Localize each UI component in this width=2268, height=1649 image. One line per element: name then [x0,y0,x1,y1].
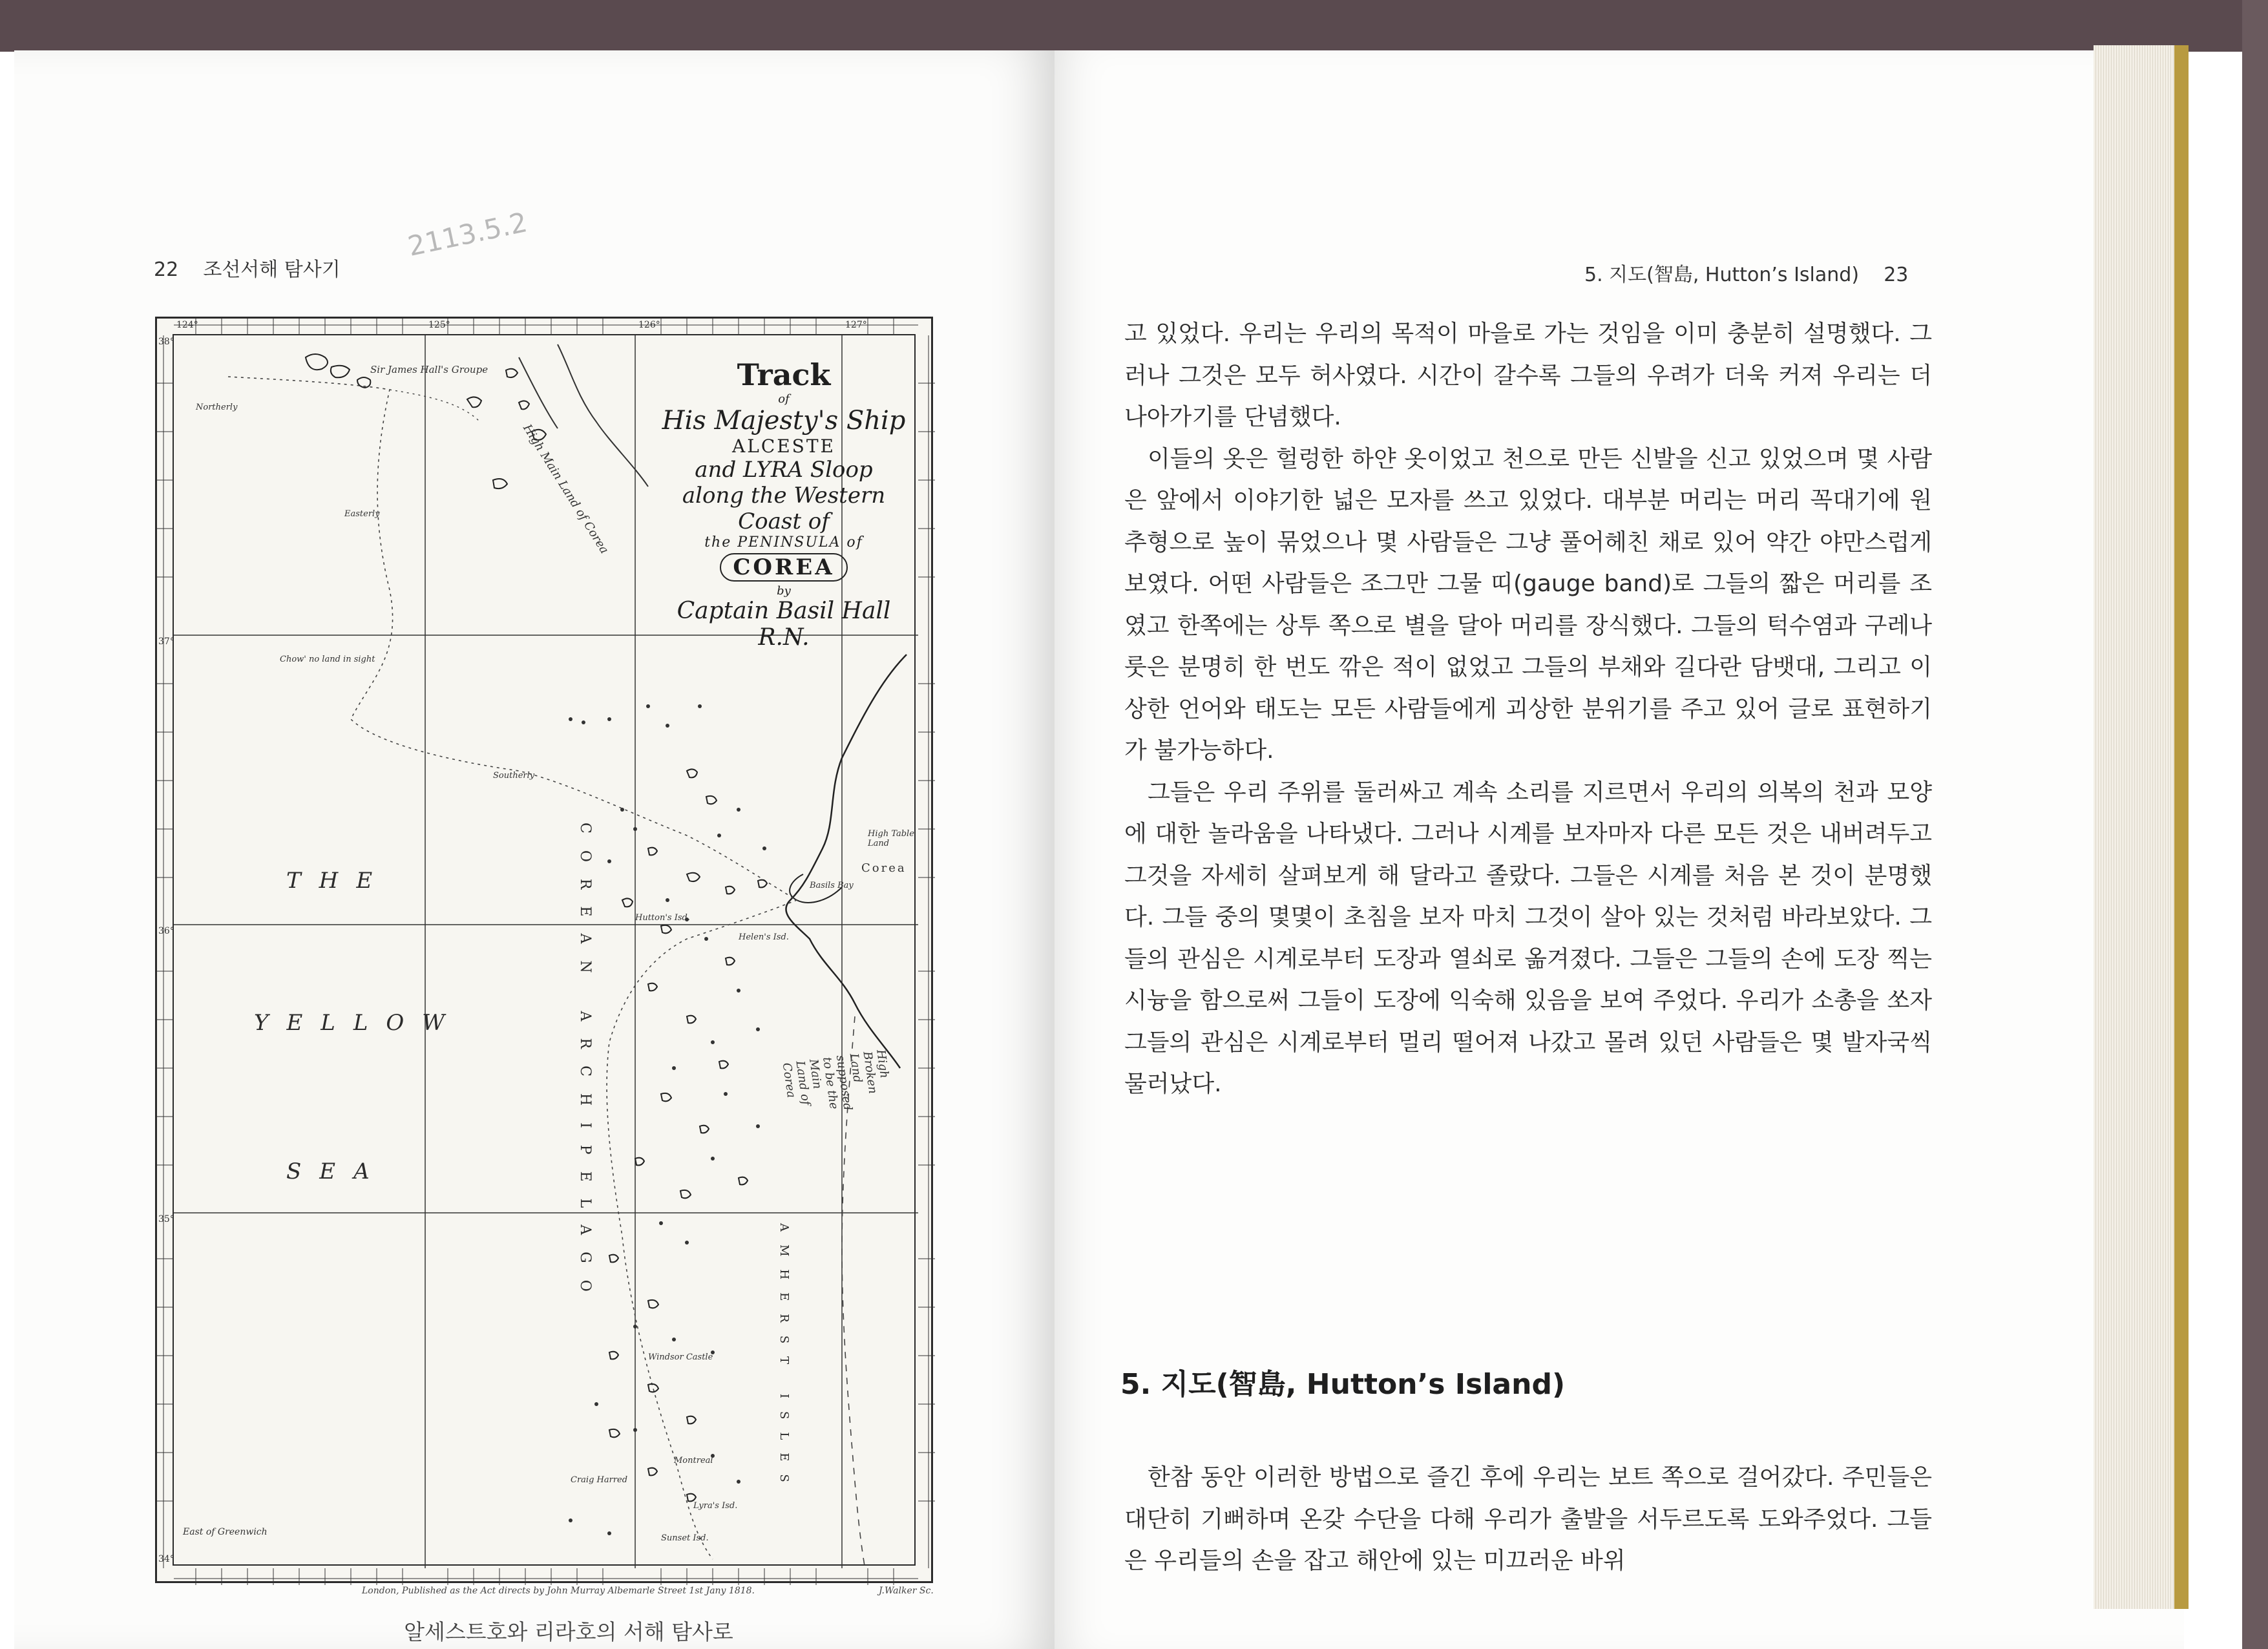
map-cartouche [648,357,919,651]
page-edges [2094,45,2184,1609]
longitude-label: 127° [845,320,867,330]
sea-label-sea: SEA [286,1159,388,1184]
place-label: Basils Bay [810,881,854,890]
cartouche-by: by [777,584,791,598]
body-text [1124,313,1932,1106]
longitude-label: 126° [638,320,660,330]
book-edge [2174,45,2189,1609]
right-page-number: 23 [1884,264,1909,286]
place-label: Montreal [674,1456,713,1465]
cartouche-lyra: and LYRA Sloop [695,457,873,483]
paragraph: 이들의 옷은 헐렁한 하얀 옷이었고 천으로 만든 신발을 신고 있었으며 몇 사람은 앞에서 이야기한 넓은 모자를 쓰고 있었다. 대부분 머리는 머리 꼭대기에 원추형으로 높이 묶었으나 몇 사람들은 그냥 풀어헤친 채로 있어 약간 야만스럽게 보였다. 어떤 사람들은 조그만 그물 띠(gauge band)로 그들의 짧은 머리를 조였고 한쪽에는 상투 쪽으로 별을 달아 머리를 장식했다. 그들의 턱수염과 구레나룻은 분명히 한 번도 깎은 적이 없었고 그들의 부채와 길다란 담뱃대, 그리고 이상한 언어와 태도는 모든 사람들에게 괴상한 분위기를 주고 있어 글로 표현하기가 불가능하다. [1124,445,1932,764]
latitude-label: 36° [158,926,174,936]
latitude-label: 34° [158,1554,174,1564]
section-heading: 5. 지도(智島, Hutton’s Island) [1120,1368,1566,1401]
cartouche-ship: His Majesty's Ship [662,406,906,436]
paragraph: 고 있었다. 우리는 우리의 목적이 마을로 가는 것임을 이미 충분히 설명했다. 그러나 그것은 모두 허사였다. 시간이 갈수록 그들의 우려가 더욱 커져 우리는 더 나아가기를 단념했다. [1124,320,1932,430]
place-label: Craig Harred [571,1475,628,1485]
place-label: Helen's Isd. [739,932,789,942]
place-label: Hutton's Isd. [635,913,690,923]
right-page-header [1584,258,1908,287]
cartouche-corea: COREA [720,553,847,582]
place-label: Southerly [493,771,535,781]
north-mainland-edge [519,344,648,487]
bottom-scale-label: East of Greenwich [183,1527,268,1537]
left-running-title: 조선서해 탐사기 [203,258,341,281]
mainland-note-bottom: High Broken Land supposed to be the Main Land of Corea [779,1049,892,1111]
place-label: High Table Land [868,829,914,848]
map-caption: 알세스트호와 리라호의 서해 탐사로 [404,1619,733,1644]
place-label: Chow' no land in sight [280,655,375,664]
historic-map [155,317,933,1583]
cartouche-alceste: ALCESTE [732,436,835,457]
cartouche-peninsula: the PENINSULA of [704,534,863,551]
background-top-edge [0,0,2268,52]
amherst-label: AMHERST ISLES [777,1223,791,1495]
place-label: Sir James Hall's Groupe [370,364,488,375]
left-page-number: 22 [154,258,179,281]
northern-track [390,390,480,422]
sea-label-the: THE [286,868,391,894]
section-body [1124,1457,1932,1582]
left-page-header [154,253,341,282]
place-label: Sunset Isd. [661,1533,709,1543]
place-label: Lyra's Isd. [693,1501,738,1511]
archipelago-label: COREAN ARCHIPELAGO [577,823,593,1308]
place-label: Easterly [344,509,380,519]
cartouche-coast: along the Western Coast of [682,483,886,534]
map-imprint: London, Published as the Act directs by John Murray Albemarle Street 1st Jany 1818. [362,1586,755,1596]
right-running-title: 5. 지도(智島, Hutton’s Island) [1584,264,1860,286]
cartouche-of: of [778,392,790,406]
place-label: Northerly [196,403,238,412]
latitude-label: 38° [158,337,174,347]
pencil-annotation: 2113.5.2 [404,206,530,262]
latitude-label: 35° [158,1214,174,1224]
cartouche-author: Captain Basil Hall R.N. [677,598,891,651]
longitude-label: 124° [176,320,198,330]
paragraph: 그들은 우리 주위를 둘러싸고 계속 소리를 지르면서 우리의 의복의 천과 모양에 대한 놀라움을 나타냈다. 그러나 시계를 보자마자 다른 모든 것은 내버려두고 그것을 자세히 살펴보게 해 달라고 졸랐다. 그들은 시계를 처음 본 것이 분명했다. 그들 중의 몇몇이 초침을 보자 마치 그것이 살아 있는 것처럼 바라보았다. 그들의 관심은 시계로부터 도장과 열쇠로 옮겨졌다. 그들은 그들의 손에 도장 찍는 시늉을 함으로써 그들이 도장에 익숙해 있음을 보여 주었다. 우리가 소총을 쏘자 그들의 관심은 시계로부터 멀리 떨어져 나갔고 몰려 있던 사람들은 몇 발자국씩 물러났다. [1124,779,1932,1097]
place-label: Windsor Castle [648,1352,713,1362]
islet-dots [569,704,766,1535]
mainland-note-top: High Main Land of Corea [520,422,611,556]
longitude-label: 125° [428,320,450,330]
cartouche-track: Track [737,357,831,392]
latitude-label: 37° [158,636,174,647]
sea-label-yellow: YELLOW [254,1010,463,1036]
map-engraver: J.Walker Sc. [879,1586,934,1596]
paragraph: 한참 동안 이러한 방법으로 즐긴 후에 우리는 보트 쪽으로 걸어갔다. 주민들은 대단히 기뻐하며 온갖 수단을 다해 우리가 출발을 서두르도록 도와주었다. 그들은 우리들의 손을 잡고 해안에 있는 미끄러운 바위 [1124,1464,1932,1574]
background-right-edge [2242,0,2268,1649]
place-label: Corea [861,861,907,875]
